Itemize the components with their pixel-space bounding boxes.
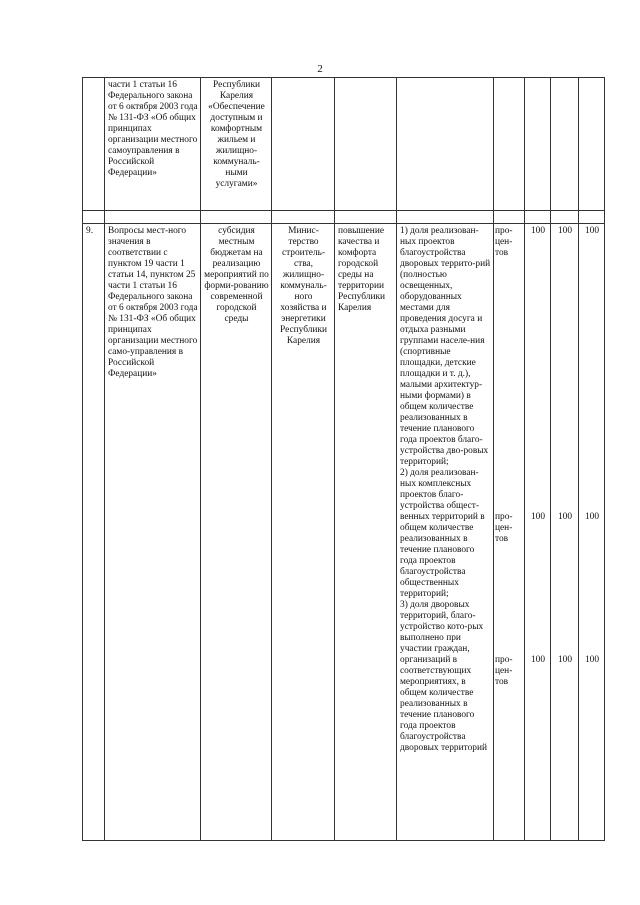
indicator-3-unit: про-цен-тов [495, 655, 513, 687]
cell-ministry: Минис-терство строитель-ства, жилищно-коммуналь-ного хозяйства и энергетики Республики Карелия [272, 224, 335, 841]
cell-subsidy: субсидия местным бюджетам на реализацию мероприятий по форми-рованию современной городской среды [201, 224, 272, 841]
cell-empty [579, 78, 605, 211]
indicators-table [82, 77, 605, 841]
cell-empty [551, 78, 579, 211]
indicator-1-text: 1) доля реализован-ных проектов благоустройства дворовых террито-рий (полностью освещенных, оборудованных местами для проведения досуга и отдыха разными группами населе-ния (спортивные площадки, детские площадки и т. д.), малыми архитектур-ными формами) в общем количестве реализованных в течение планового года проектов благо-устройства дво-ровых территорий; [400, 226, 491, 467]
cell-goal: повышение качества и комфорта городской среды на территории Республики Карелия [335, 224, 397, 841]
indicator-1-value-1: 100 [530, 226, 546, 236]
indicator-3-value-1: 100 [530, 655, 546, 665]
indicator-1-value-2: 100 [557, 226, 573, 236]
page-number: 2 [317, 63, 323, 75]
cell-value-1 [525, 224, 551, 841]
table-row-continued [83, 78, 605, 211]
table-row-9 [83, 224, 605, 841]
cell-indicators [397, 224, 494, 841]
cell-empty [525, 78, 551, 211]
indicator-3-text: 3) доля дворовых территорий, благо-устройство кото-рых выполнено при участии граждан, организаций в соответствующих мероприятиях, в общем количестве реализованных в течение планового года проектов благоустройства дворовых территорий [400, 600, 487, 753]
cell-value-3 [579, 224, 605, 841]
indicator-3-value-3: 100 [584, 655, 600, 665]
indicator-2-value-3: 100 [584, 512, 600, 522]
cell-value-2 [551, 224, 579, 841]
indicator-1-value-3: 100 [584, 226, 600, 236]
indicator-2-unit: про-цен-тов [495, 512, 513, 544]
cell-units [494, 224, 525, 841]
cell-empty [335, 78, 397, 211]
table-row-spacer [83, 211, 605, 224]
cell-empty [272, 78, 335, 211]
row-number: 9. [83, 224, 105, 841]
cell-number-empty [83, 78, 105, 211]
cell-program-continued: Республики Карелия «Обеспечение доступным и комфортным жильем и жилищно-коммуналь-ными услугами» [201, 78, 272, 211]
cell-basis: Вопросы мест-ного значения в соответствии с пунктом 19 части 1 статьи 14, пунктом 25 части 1 статьи 16 Федерального закона от 6 октября 2003 года № 131-ФЗ «Об общих принципах организации местного само-управления в Российской Федерации» [105, 224, 201, 841]
indicator-1-unit: про-цен-тов [495, 226, 513, 258]
indicator-2-value-2: 100 [557, 512, 573, 522]
indicator-2-value-1: 100 [530, 512, 546, 522]
cell-empty [397, 78, 494, 211]
indicator-2-text: 2) доля реализован-ных комплексных проектов благо-устройства общест-венных территорий в общем количестве реализованных в течение планового года проектов благоустройства общественных территорий; [400, 468, 485, 599]
cell-basis-continued: части 1 статьи 16 Федерального закона от 6 октября 2003 года № 131-ФЗ «Об общих принципах организации местного самоуправления в Российской Федерации» [105, 78, 201, 211]
cell-empty [494, 78, 525, 211]
indicator-3-value-2: 100 [557, 655, 573, 665]
